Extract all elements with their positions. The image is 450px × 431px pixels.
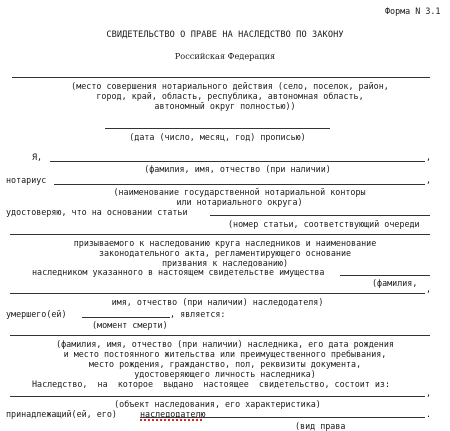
heir-label: наследником указанного в настоящем свидетельстве имущества [32,267,325,277]
estate-label: Наследство, на которое выдано настоящее свидетельство, состоит из: [32,379,390,389]
death-moment-line[interactable] [82,317,170,318]
place-hint-3: автономный округ полностью)) [154,101,296,111]
period-mark: . [426,409,432,419]
article-hint: (номер статьи, соответствующий очереди [228,219,420,229]
fio-hint: (фамилия, имя, отчество (при наличии) [144,164,331,174]
belonged-word: наследодателю [140,409,206,419]
notary-label: нотариус [6,175,47,185]
document-title: СВИДЕТЕЛЬСТВО О ПРАВЕ НА НАСЛЕДСТВО ПО ЗАКОНУ [106,30,344,40]
deceased-label: умершего(ей) [6,309,67,319]
notary-office-line[interactable] [54,184,425,185]
cut-off-hint: (вид права [295,421,346,431]
heirs-hint-1: призываемого к наследованию круга наследников и наименование [73,238,377,248]
surname-hint: (фамилия, [372,278,418,288]
death-moment-hint: (момент смерти) [92,320,168,330]
article-line[interactable] [210,215,430,216]
is-label: , является: [170,309,226,319]
heirs-circle-line[interactable] [10,234,430,235]
notary-name-line[interactable] [50,161,425,162]
notary-org-hint-1: (наименование государственной нотариальной конторы [113,187,366,197]
heir-details-hint-3: место рождения, гражданство, пол, реквизиты документа, [88,359,362,369]
heir-details-hint-4: удостоверяющего личность наследника) [134,369,316,379]
form-number: Форма N 3.1 [385,6,441,16]
place-line[interactable] [12,77,430,78]
heir-details-hint-1: (фамилия, имя, отчество (при наличии) наследника, его дата рождения [56,339,394,349]
i-label: Я, [32,152,43,162]
comma-mark: , [426,388,432,398]
belonged-label: принадлежащий(ей, его) [6,409,117,419]
estate-object-hint: (объект наследования, его характеристика) [114,399,321,409]
place-hint-2: город, край, область, республика, автономная область, [96,91,364,101]
notary-org-hint-2: или нотариального округа) [176,197,303,207]
date-line[interactable] [105,128,330,129]
comma-mark: , [426,175,432,185]
right-type-line[interactable] [140,417,425,418]
heirs-hint-3: призвания к наследованию) [161,258,289,268]
testator-name-line[interactable] [10,293,425,294]
spellcheck-underline [140,419,204,421]
heirs-hint-2: законодательного акта, регламентирующего основание [98,248,352,258]
heir-surname-line[interactable] [340,275,430,276]
certify-label: удостоверяю, что на основании статьи [6,207,188,217]
estate-object-line[interactable] [10,396,425,397]
heir-details-line[interactable] [10,335,430,336]
place-hint-1: (место совершения нотариального действия (село, поселок, район, [71,81,389,91]
comma-mark: , [426,152,432,162]
country-name: Российская Федерация [174,51,276,61]
testator-name-hint: имя, отчество (при наличии) наследодателя) [111,297,324,307]
comma-mark: , [426,284,432,294]
date-hint: (дата (число, месяц, год) прописью) [129,132,306,142]
heir-details-hint-2: и место постоянного жительства или преимущественного пребывания, [63,349,387,359]
